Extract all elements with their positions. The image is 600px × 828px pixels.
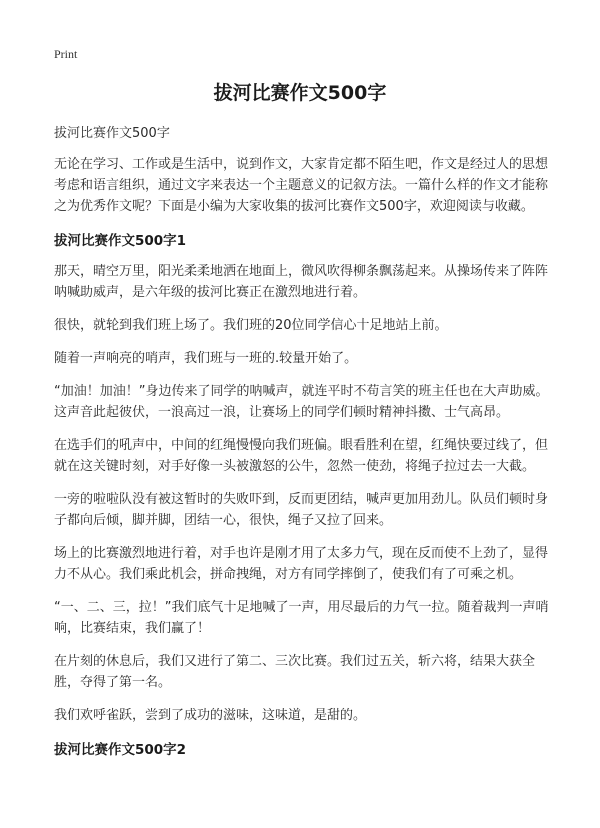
section-heading-2: 拔河比赛作文500字2 xyxy=(54,742,187,758)
paragraph: 在选手们的吼声中，中间的红绳慢慢向我们班偏。眼看胜利在望，红绳快要过线了，但就在这关键时刻，对手好像一头被激怒的公牛，忽然一使劲，将绳子拉过去一大截。 xyxy=(54,438,549,474)
print-link[interactable]: Print xyxy=(54,47,78,61)
paragraph: 那天，晴空万里，阳光柔柔地洒在地面上，微风吹得柳条飘荡起来。从操场传来了阵阵呐喊助威声，是六年级的拔河比赛正在激烈地进行着。 xyxy=(54,264,549,300)
paragraph: 随着一声响亮的哨声，我们班与一班的.较量开始了。 xyxy=(54,351,358,366)
document-body xyxy=(54,123,554,770)
section-heading-1: 拔河比赛作文500字1 xyxy=(54,233,187,249)
document-subtitle: 拔河比赛作文500字 xyxy=(54,126,170,141)
paragraph: 很快，就轮到我们班上场了。我们班的20位同学信心十足地站上前。 xyxy=(54,318,448,333)
paragraph: “加油！加油！”身边传来了同学的呐喊声，就连平时不苟言笑的班主任也在大声助威。这声音此起彼伏，一浪高过一浪，让赛场上的同学们顿时精神抖擞、士气高昂。 xyxy=(54,384,549,420)
paragraph: 场上的比赛激烈地进行着，对手也许是刚才用了太多力气，现在反而使不上劲了，显得力不从心。我们乘此机会，拼命拽绳，对方有同学摔倒了，使我们有了可乘之机。 xyxy=(54,546,549,582)
paragraph: 我们欢呼雀跃，尝到了成功的滋味，这味道，是甜的。 xyxy=(54,708,367,723)
intro-paragraph: 无论在学习、工作或是生活中，说到作文，大家肯定都不陌生吧，作文是经过人的思想考虑和语言组织，通过文字来表达一个主题意义的记叙方法。一篇什么样的作文才能称之为优秀作文呢？下面是小编为大家收集的拔河比赛作文500字，欢迎阅读与收藏。 xyxy=(54,157,549,214)
paragraph: 一旁的啦啦队没有被这暂时的失败吓到，反而更团结，喊声更加用劲儿。队员们顿时身子都向后倾，脚并脚，团结一心，很快，绳子又拉了回来。 xyxy=(54,492,549,528)
document-title: 拔河比赛作文500字 xyxy=(213,82,387,104)
paragraph: 在片刻的休息后，我们又进行了第二、三次比赛。我们过五关，斩六将，结果大获全胜，夺得了第一名。 xyxy=(54,654,536,690)
paragraph: “一、二、三，拉！”我们底气十足地喊了一声，用尽最后的力气一拉。随着裁判一声哨响，比赛结束，我们赢了！ xyxy=(54,600,549,636)
